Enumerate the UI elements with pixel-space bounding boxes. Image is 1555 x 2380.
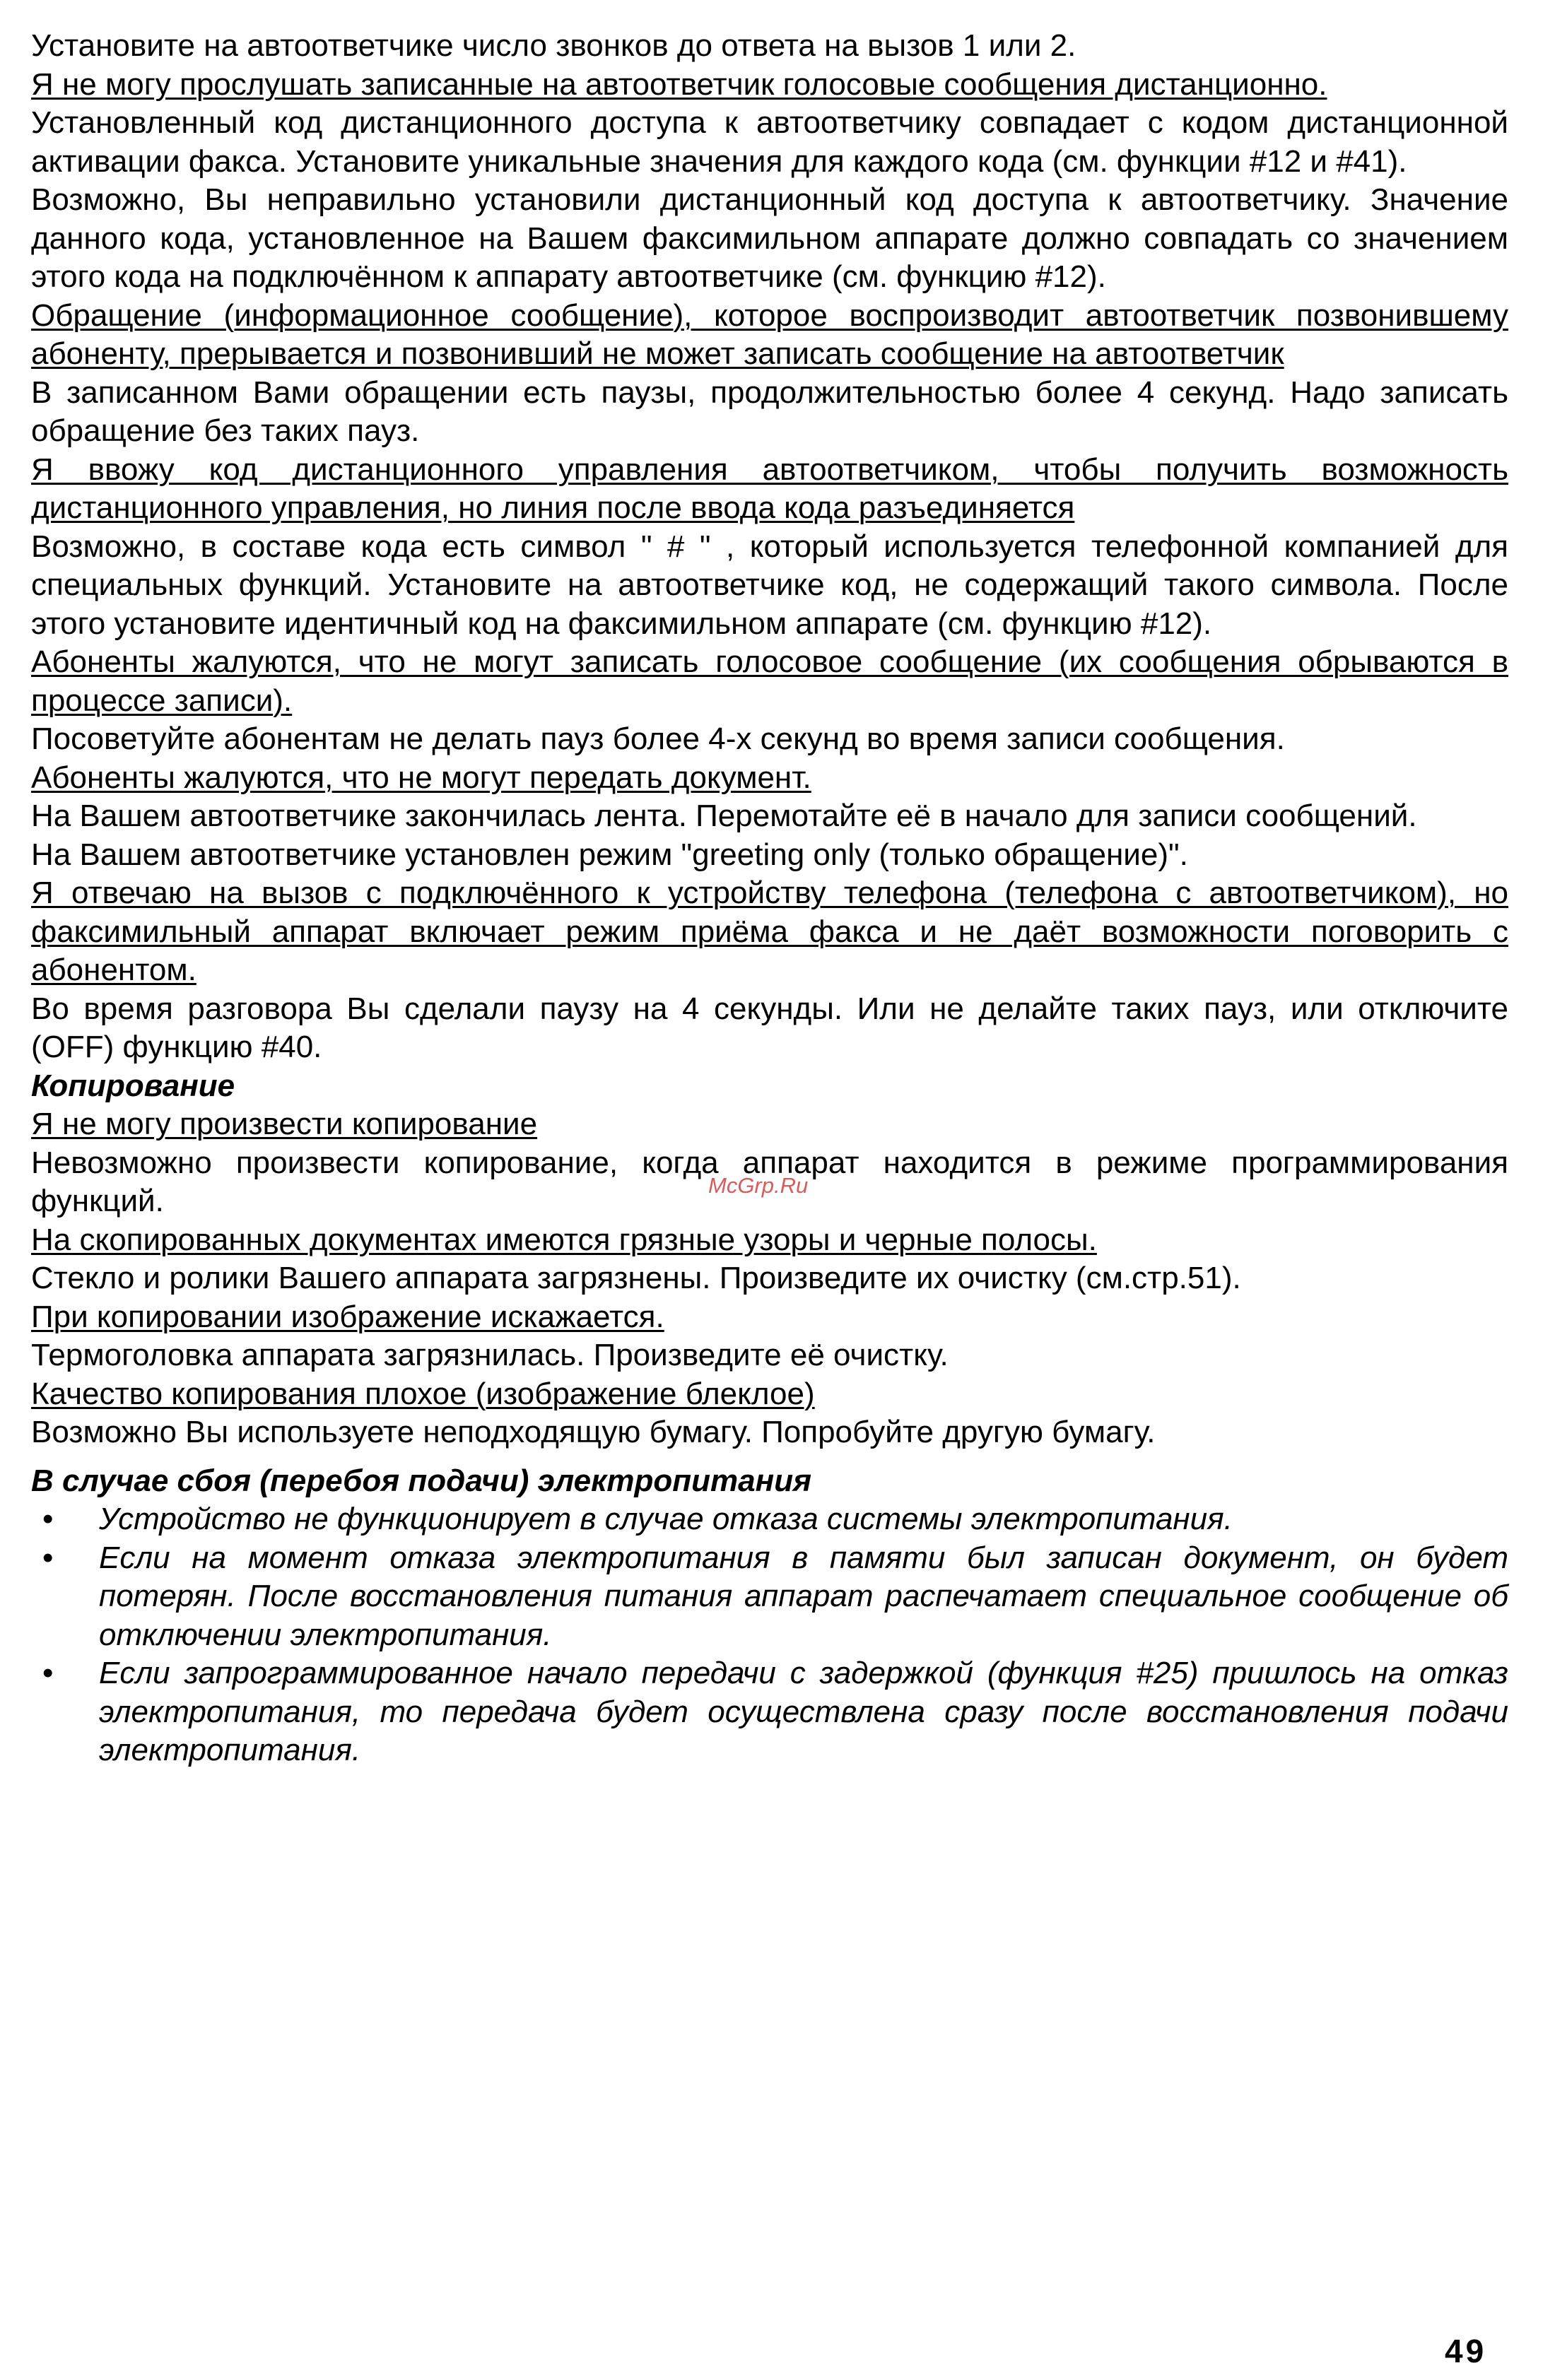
problem-heading: Я отвечаю на вызов с подключённого к устройству телефона (телефона с автоответчиком), но факсимильный аппарат включает режим приёма факса и не даёт возможности поговорить с абонентом. bbox=[31, 876, 1508, 987]
paragraph: Стекло и ролики Вашего аппарата загрязнены. Произведите их очистку (см.стр.51). bbox=[31, 1261, 1241, 1295]
problem-heading: Я не могу произвести копирование bbox=[31, 1107, 538, 1141]
problem-heading: Я ввожу код дистанционного управления автоответчиком, чтобы получить возможность дистанционного управления, но линия после ввода кода разъединяется bbox=[31, 452, 1508, 525]
paragraph: Возможно, Вы неправильно установили дистанционный код доступа к автоответчику. Значение данного кода, установленное на Вашем факсимильном аппарате должно совпадать со значением этого кода на подключённом к аппарату автоответчике (см. функцию #12). bbox=[31, 182, 1508, 294]
page-number: 49 bbox=[1445, 2333, 1487, 2369]
list-item bbox=[31, 1500, 1508, 1539]
watermark: McGrp.Ru bbox=[708, 1173, 809, 1198]
bullet-icon: • bbox=[42, 1656, 54, 1690]
section-heading-power-failure: В случае сбоя (перебоя подачи) электропитания bbox=[31, 1463, 811, 1498]
list-item bbox=[31, 1654, 1508, 1770]
problem-heading: На скопированных документах имеются грязные узоры и черные полосы. bbox=[31, 1222, 1097, 1257]
bullet-icon: • bbox=[42, 1540, 54, 1575]
list-item-text: Устройство не функционирует в случае отказа системы электропитания. bbox=[99, 1502, 1233, 1536]
problem-heading: Абоненты жалуются, что не могут передать документ. bbox=[31, 760, 811, 795]
problem-heading: Абоненты жалуются, что не могут записать голосовое сообщение (их сообщения обрываются в процессе записи). bbox=[31, 644, 1508, 718]
bullet-icon: • bbox=[42, 1502, 54, 1536]
power-failure-list bbox=[31, 1500, 1508, 1770]
paragraph: Установленный код дистанционного доступа к автоответчику совпадает с кодом дистанционной активации факса. Установите уникальные значения для каждого кода (см. функции #12 и #41). bbox=[31, 105, 1508, 179]
paragraph: Возможно Вы используете неподходящую бумагу. Попробуйте другую бумагу. bbox=[31, 1415, 1156, 1449]
list-item-text: Если запрограммированное начало передачи с задержкой (функция #25) пришлось на отказ электропитания, то передача будет осуществлена сразу после восстановления подачи электропитания. bbox=[99, 1656, 1508, 1767]
paragraph: Во время разговора Вы сделали паузу на 4 секунды. Или не делайте таких пауз, или отключите (OFF) функцию #40. bbox=[31, 991, 1508, 1064]
troubleshooting-text bbox=[31, 27, 1508, 1770]
paragraph: Возможно, в составе кода есть символ " # " , который используется телефонной компанией для специальных функций. Установите на автоответчике код, не содержащий такого символа. После этого установите идентичный код на факсимильном аппарате (см. функцию #12). bbox=[31, 529, 1508, 641]
paragraph: В записанном Вами обращении есть паузы, продолжительностью более 4 секунд. Надо записать обращение без таких пауз. bbox=[31, 375, 1508, 448]
paragraph: Термоголовка аппарата загрязнилась. Произведите её очистку. bbox=[31, 1338, 949, 1372]
problem-heading: Качество копирования плохое (изображение блеклое) bbox=[31, 1376, 815, 1411]
paragraph: На Вашем автоответчике закончилась лента. Перемотайте её в начало для записи сообщений. bbox=[31, 799, 1417, 833]
paragraph: Посоветуйте абонентам не делать пауз более 4-х секунд во время записи сообщения. bbox=[31, 721, 1285, 756]
problem-heading: Обращение (информационное сообщение), которое воспроизводит автоответчик позвонившему абоненту, прерывается и позвонивший не может записать сообщение на автоответчик bbox=[31, 298, 1508, 371]
paragraph: Установите на автоответчике число звонков до ответа на вызов 1 или 2. bbox=[31, 28, 1076, 63]
section-heading-copying: Копирование bbox=[31, 1068, 235, 1103]
list-item bbox=[31, 1539, 1508, 1655]
problem-heading: При копировании изображение искажается. bbox=[31, 1299, 664, 1334]
paragraph: На Вашем автоответчике установлен режим "greeting only (только обращение)". bbox=[31, 837, 1188, 872]
paragraph: Невозможно произвести копирование, когда аппарат находится в режиме программирования функций. bbox=[31, 1145, 1508, 1218]
list-item-text: Если на момент отказа электропитания в памяти был записан документ, он будет потерян. После восстановления питания аппарат распечатает специальное сообщение об отключении электропитания. bbox=[99, 1540, 1508, 1652]
problem-heading: Я не могу прослушать записанные на автоответчик голосовые сообщения дистанционно. bbox=[31, 66, 1327, 102]
